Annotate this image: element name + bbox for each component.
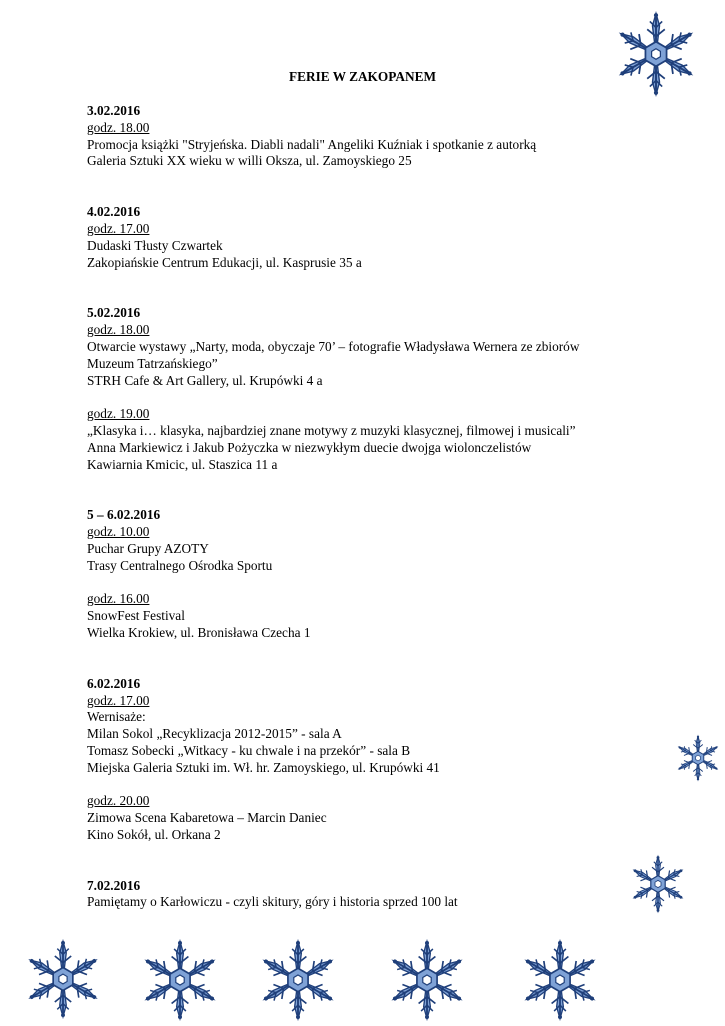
event-detail-line: „Klasyka i… klasyka, najbardziej znane motywy z muzyki klasycznej, filmowej i musicali”	[87, 422, 576, 438]
event-spacer	[87, 271, 647, 305]
event-spacer	[87, 170, 647, 204]
event-time: godz. 18.00	[87, 119, 150, 135]
event-date: 6.02.2016	[87, 675, 141, 691]
snowflake-icon	[518, 938, 602, 1022]
slot-spacer	[87, 389, 647, 406]
event-detail-line: Otwarcie wystawy „Narty, moda, obyczaje 70’ – fotografie Władysława Wernera ze zbiorów	[87, 338, 580, 354]
event-time: godz. 17.00	[87, 220, 150, 236]
event-detail-line: Kawiarnia Kmicic, ul. Staszica 11 a	[87, 456, 278, 472]
event-time: godz. 10.00	[87, 524, 150, 540]
event-detail-line: Puchar Grupy AZOTY	[87, 540, 209, 556]
event-detail-line: Miejska Galeria Sztuki im. Wł. hr. Zamoyskiego, ul. Krupówki 41	[87, 759, 440, 775]
event-detail-line: STRH Cafe & Art Gallery, ul. Krupówki 4 a	[87, 372, 323, 388]
event-detail-line: Tomasz Sobecki „Witkacy - ku chwale i na przekór” - sala B	[87, 742, 411, 758]
event-date: 5 – 6.02.2016	[87, 507, 161, 523]
slot-spacer	[87, 575, 647, 592]
event-detail-line: Dudaski Tłusty Czwartek	[87, 237, 223, 253]
event-spacer	[87, 844, 647, 878]
event-time: godz. 18.00	[87, 322, 150, 338]
event-date: 5.02.2016	[87, 305, 141, 321]
event-detail-line: Kino Sokół, ul. Orkana 2	[87, 826, 221, 842]
event-date: 7.02.2016	[87, 877, 141, 893]
event-date: 3.02.2016	[87, 103, 141, 118]
event-detail-line: Wielka Krokiew, ul. Bronisława Czecha 1	[87, 624, 311, 640]
page-title: FERIE W ZAKOPANEM	[288, 69, 437, 84]
event-detail-line: Pamiętamy o Karłowiczu - czyli skitury, góry i historia sprzed 100 lat	[87, 894, 458, 910]
event-time: godz. 20.00	[87, 793, 150, 809]
event-spacer	[87, 642, 647, 676]
event-date: 4.02.2016	[87, 204, 141, 220]
event-list	[87, 103, 647, 911]
event-detail-line: Promocja książki "Stryjeńska. Diabli nadali" Angeliki Kuźniak i spotkanie z autorką	[87, 136, 537, 152]
snowflake-icon	[385, 938, 469, 1022]
snowflake-icon	[628, 854, 688, 914]
event-detail-line: Galeria Sztuki XX wieku w willi Oksza, ul. Zamoyskiego 25	[87, 153, 412, 169]
snowflake-icon	[22, 938, 104, 1020]
snowflake-icon	[612, 10, 700, 98]
event-time: godz. 17.00	[87, 692, 150, 708]
event-detail-line: Zakopiańskie Centrum Edukacji, ul. Kasprusie 35 a	[87, 254, 362, 270]
event-detail-line: Trasy Centralnego Ośrodka Sportu	[87, 557, 273, 573]
event-time: godz. 16.00	[87, 591, 150, 607]
event-detail-line: Anna Markiewicz i Jakub Pożyczka w niezwykłym duecie dwojga wiolonczelistów	[87, 439, 532, 455]
snowflake-icon	[674, 734, 722, 782]
event-detail-line: SnowFest Festival	[87, 608, 185, 624]
slot-spacer	[87, 777, 647, 794]
event-detail-line: Wernisaże:	[87, 709, 146, 725]
snowflake-icon	[256, 938, 340, 1022]
snowflake-icon	[138, 938, 222, 1022]
event-detail-line: Muzeum Tatrzańskiego”	[87, 355, 218, 371]
event-detail-line: Milan Sokol „Recyklizacja 2012-2015” - sala A	[87, 726, 342, 742]
event-detail-line: Zimowa Scena Kabaretowa – Marcin Daniec	[87, 810, 327, 826]
event-spacer	[87, 473, 647, 507]
event-time: godz. 19.00	[87, 406, 150, 422]
